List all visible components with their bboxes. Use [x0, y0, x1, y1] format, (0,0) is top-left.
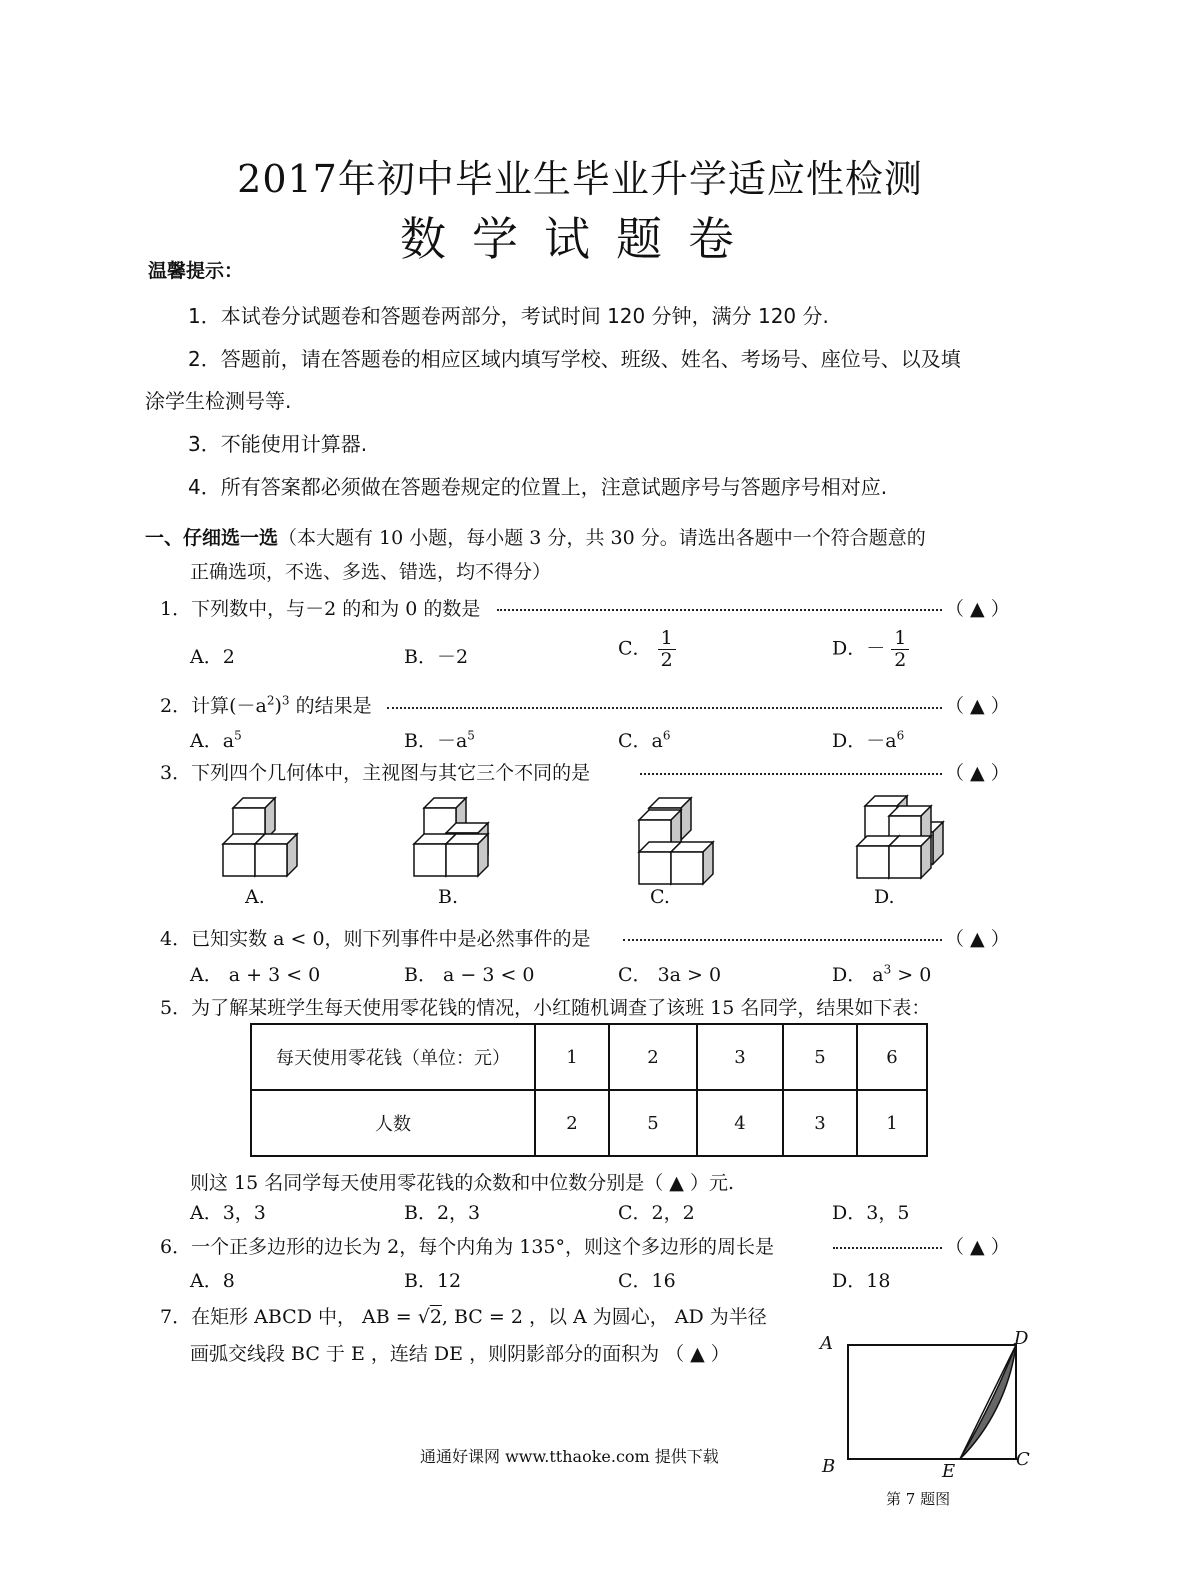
q1-option-c-fraction	[658, 628, 676, 671]
q6-leader-dots	[833, 1247, 942, 1249]
solid-a	[223, 798, 297, 876]
q2-b-exp: 5	[467, 728, 475, 743]
table-cell: 6	[857, 1024, 927, 1090]
q6-option-a: A．8	[190, 1270, 235, 1292]
q4-leader-dots	[623, 939, 942, 941]
q1-c-denominator: 2	[660, 648, 673, 671]
q2-option-a	[190, 726, 242, 753]
table-row	[251, 1090, 927, 1156]
q4-option-a: A． a + 3 < 0	[190, 964, 321, 986]
point-d-label: D	[1014, 1328, 1029, 1349]
tip-2: 2．答题前，请在答题卷的相应区域内填写学校、班级、姓名、考场号、座位号、以及填	[188, 347, 961, 371]
point-c-label: C	[1016, 1449, 1030, 1470]
q1-answer-mark: （ ▲ ）	[945, 598, 1010, 620]
tip-3: 3．不能使用计算器.	[188, 432, 368, 456]
q1-option-d	[832, 628, 909, 671]
q1-option-c	[618, 628, 676, 671]
q2-stem-mid: )	[274, 695, 282, 717]
table-cell: 3	[697, 1024, 783, 1090]
q5-option-b: B．2，3	[404, 1202, 481, 1224]
q2-stem-exp1: 2	[266, 693, 275, 708]
q3-label-b: B.	[438, 886, 459, 908]
q5-option-a: A．3，3	[190, 1202, 266, 1224]
section-desc: （本大题有 10 小题，每小题 3 分，共 30 分。请选出各题中一个符合题意的	[278, 527, 926, 549]
q6-option-d: D．18	[832, 1270, 891, 1292]
q2-leader-dots	[387, 707, 942, 709]
q5-data-table	[250, 1023, 928, 1157]
q7-figure-caption: 第 7 题图	[886, 1490, 951, 1508]
solid-c	[639, 798, 713, 884]
q4-option-c: C． 3a > 0	[618, 964, 722, 986]
q2-stem-exp2: 3	[281, 693, 290, 708]
q3-label-a: A.	[245, 886, 265, 908]
q3-label-c: C.	[650, 886, 670, 908]
q2-d-exp: 6	[896, 728, 905, 743]
footer-credit: 通通好课网 www.tthaoke.com 提供下载	[420, 1447, 719, 1466]
q2-stem-pre: 2．计算(－a	[160, 695, 267, 717]
q5-stem: 5．为了解某班学生每天使用零花钱的情况，小红随机调查了该班 15 名同学，结果如下表：	[160, 997, 931, 1019]
table-cell: 2	[535, 1090, 609, 1156]
q1-leader-dots	[497, 609, 942, 611]
q1-option-c-label: C．	[618, 637, 652, 660]
q2-stem	[160, 691, 372, 718]
q4-d-post: > 0	[891, 964, 932, 986]
solid-b	[414, 798, 488, 876]
q5-option-d: D．3，5	[832, 1202, 910, 1224]
point-e-label: E	[942, 1461, 956, 1482]
q2-c-exp: 6	[662, 728, 671, 743]
table-header-cell: 每天使用零花钱（单位：元）	[251, 1024, 535, 1090]
q2-b-text: B．－a	[404, 730, 468, 752]
tips-heading: 温馨提示：	[148, 260, 244, 282]
q2-d-text: D．－a	[832, 730, 897, 752]
table-cell: 2	[609, 1024, 697, 1090]
q1-option-b: B．－2	[404, 646, 469, 668]
q3-stem: 3．下列四个几何体中，主视图与其它三个不同的是	[160, 762, 591, 784]
q2-c-text: C．a	[618, 730, 663, 752]
exam-subtitle: 数学试题卷	[400, 212, 760, 266]
point-a-label: A	[820, 1333, 833, 1354]
q2-answer-mark: （ ▲ ）	[945, 695, 1010, 717]
q1-stem: 1．下列数中，与－2 的和为 0 的数是	[160, 598, 481, 620]
q5-follow-up: 则这 15 名同学每天使用零花钱的众数和中位数分别是（ ▲ ）元.	[190, 1172, 734, 1194]
table-row	[251, 1024, 927, 1090]
table-cell: 3	[783, 1090, 857, 1156]
table-cell: 1	[857, 1090, 927, 1156]
q3-answer-mark: （ ▲ ）	[945, 762, 1010, 784]
exam-title: 2017年初中毕业生毕业升学适应性检测	[237, 157, 923, 201]
q4-option-b: B． a − 3 < 0	[404, 964, 535, 986]
table-cell: 1	[535, 1024, 609, 1090]
solid-d	[857, 796, 943, 878]
tip-1: 1．本试卷分试题卷和答题卷两部分，考试时间 120 分钟，满分 120 分.	[188, 304, 829, 328]
q1-option-d-fraction	[891, 628, 909, 671]
point-b-label: B	[822, 1456, 836, 1477]
q1-option-d-label: D．－	[832, 637, 886, 660]
table-cell: 5	[783, 1024, 857, 1090]
q2-a-exp: 5	[234, 728, 242, 743]
q3-solids-figure	[205, 790, 965, 890]
q1-d-numerator: 1	[891, 628, 909, 650]
q2-option-c	[618, 726, 671, 753]
q1-option-a: A．2	[190, 646, 235, 668]
q6-stem: 6．一个正多边形的边长为 2，每个内角为 135°，则这个多边形的周长是	[160, 1236, 775, 1258]
q7-line2: 画弧交线段 BC 于 E ，连结 DE ，则阴影部分的面积为 （ ▲ ）	[190, 1343, 730, 1365]
q7-line1-pre: 7．在矩形 ABCD 中， AB = √	[160, 1306, 430, 1328]
table-cell: 5	[609, 1090, 697, 1156]
q5-option-c: C．2，2	[618, 1202, 695, 1224]
q2-option-d	[832, 726, 904, 753]
q2-stem-post: 的结果是	[289, 695, 372, 717]
tip-2-continued: 涂学生检测号等.	[145, 389, 292, 413]
q4-d-pre: D． a	[832, 964, 884, 986]
q4-answer-mark: （ ▲ ）	[945, 928, 1010, 950]
q1-c-numerator: 1	[658, 628, 676, 650]
q2-option-b	[404, 726, 475, 753]
q6-option-c: C．16	[618, 1270, 676, 1292]
q4-d-exp: 3	[883, 962, 892, 977]
q2-a-text: A．a	[190, 730, 235, 752]
q7-figure	[810, 1325, 1040, 1485]
q7-line1	[160, 1302, 767, 1329]
q7-line1-post: , BC = 2 ，以 A 为圆心， AD 为半径	[441, 1306, 767, 1328]
section-heading	[145, 523, 926, 550]
q6-option-b: B．12	[404, 1270, 462, 1292]
q1-d-denominator: 2	[894, 648, 907, 671]
q4-option-d	[832, 960, 931, 987]
tip-4: 4．所有答案都必须做在答题卷规定的位置上，注意试题序号与答题序号相对应.	[188, 475, 888, 499]
q6-answer-mark: （ ▲ ）	[945, 1236, 1010, 1258]
q3-leader-dots	[640, 773, 942, 775]
segment-de	[960, 1345, 1016, 1459]
section-title: 一、仔细选一选	[145, 527, 279, 549]
q4-stem: 4．已知实数 a < 0，则下列事件中是必然事件的是	[160, 928, 591, 950]
q3-label-d: D.	[874, 886, 895, 908]
table-cell: 4	[697, 1090, 783, 1156]
table-header-cell: 人数	[251, 1090, 535, 1156]
section-desc-line2: 正确选项，不选、多选、错选，均不得分）	[190, 561, 552, 583]
q7-radicand: 2	[429, 1306, 442, 1328]
